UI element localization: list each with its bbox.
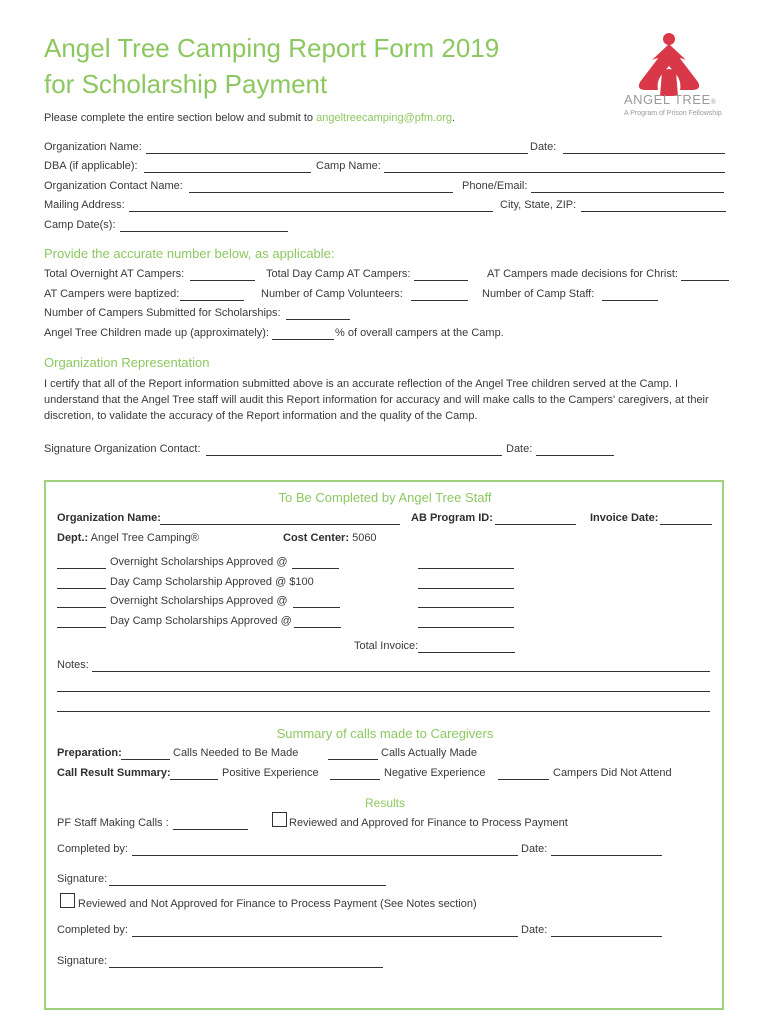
contact-name-field[interactable] [189, 192, 453, 193]
scholarship-rate-3[interactable] [293, 607, 340, 608]
percent-suffix: % of overall campers at the Camp. [335, 327, 504, 339]
calls-made-label: Calls Actually Made [381, 747, 477, 759]
city-state-zip-label: City, State, ZIP: [500, 199, 577, 211]
children-percent-label: Angel Tree Children made up (approximately): [44, 327, 270, 339]
city-state-zip-field[interactable] [581, 211, 726, 212]
scholarship-count-3[interactable] [57, 607, 106, 608]
completed-date-label: Date: [521, 843, 548, 855]
not-approved-checkbox[interactable] [60, 893, 75, 908]
call-result-label: Call Result Summary: [57, 767, 171, 779]
preparation-label: Preparation: [57, 747, 122, 759]
signature-2-field[interactable] [109, 967, 383, 968]
notes-line-1[interactable] [92, 671, 710, 672]
scholarship-amount-2[interactable] [418, 588, 514, 589]
org-name-field[interactable] [146, 153, 528, 154]
mailing-address-label: Mailing Address: [44, 199, 125, 211]
signature-2-label: Signature: [57, 955, 108, 967]
completed-by-2-label: Completed by: [57, 924, 128, 936]
approved-label: Reviewed and Approved for Finance to Process Payment [289, 817, 568, 829]
ab-program-label: AB Program ID: [411, 512, 493, 524]
phone-email-field[interactable] [531, 192, 724, 193]
staff-org-name-label: Organization Name: [57, 512, 161, 524]
camp-dates-field[interactable] [120, 231, 288, 232]
signature-field[interactable] [109, 885, 386, 886]
scholarship-count-1[interactable] [57, 568, 106, 569]
date-field[interactable] [563, 153, 725, 154]
certification-text: I certify that all of the Report information submitted above is an accurate reflection of the Angel Tree children served at the Camp. I understand that the Angel Tree staff will audit this Report information for accuracy and will make calls to the Campers' caregivers, at their discretion, to validate the accuracy of the Report information and the quality of the Camp. [44, 378, 709, 422]
negative-label: Negative Experience [384, 767, 486, 779]
scholarship-rate-4[interactable] [294, 627, 341, 628]
logo-subtitle: A Program of Prison Fellowship [624, 110, 722, 117]
overnight-campers-label: Total Overnight AT Campers: [44, 268, 185, 280]
total-invoice-label: Total Invoice: [354, 640, 419, 652]
dba-field[interactable] [144, 172, 311, 173]
logo-name: ANGEL TREE [624, 92, 711, 107]
dba-label: DBA (if applicable): [44, 160, 138, 172]
completed-date-2-label: Date: [521, 924, 548, 936]
scholarship-row-1-label: Overnight Scholarships Approved @ [110, 556, 288, 568]
logo-registered: ® [710, 99, 717, 106]
ab-program-field[interactable] [495, 524, 576, 525]
scholarship-count-2[interactable] [57, 588, 106, 589]
scholarship-amount-3[interactable] [418, 607, 514, 608]
phone-email-label: Phone/Email: [462, 180, 528, 192]
scholarship-count-4[interactable] [57, 627, 106, 628]
camp-name-label: Camp Name: [316, 160, 381, 172]
calls-heading: Summary of calls made to Caregivers [276, 726, 494, 741]
pf-staff-label: PF Staff Making Calls : [57, 817, 169, 829]
baptized-field[interactable] [180, 300, 244, 301]
decisions-field[interactable] [681, 280, 729, 281]
completed-by-2-field[interactable] [132, 936, 518, 937]
camp-name-field[interactable] [384, 172, 725, 173]
submit-email-link[interactable]: angeltreecamping@pfm.org [316, 112, 453, 124]
calls-needed-label: Calls Needed to Be Made [173, 747, 299, 759]
title-line-1: Angel Tree Camping Report Form 2019 [44, 33, 500, 63]
total-invoice-field[interactable] [418, 652, 515, 653]
scholarship-count-field[interactable] [286, 319, 350, 320]
completed-date-field[interactable] [551, 855, 662, 856]
cost-center-row [283, 532, 377, 544]
negative-field[interactable] [330, 779, 380, 780]
positive-label: Positive Experience [222, 767, 319, 779]
staff-count-field[interactable] [602, 300, 658, 301]
results-heading: Results [364, 796, 405, 810]
invoice-date-field[interactable] [660, 524, 712, 525]
staff-heading: To Be Completed by Angel Tree Staff [278, 490, 492, 505]
scholarship-rate-1[interactable] [292, 568, 339, 569]
overnight-campers-field[interactable] [190, 280, 255, 281]
mailing-address-field[interactable] [129, 211, 493, 212]
pf-staff-field[interactable] [173, 829, 248, 830]
angel-tree-icon [612, 30, 727, 100]
staff-org-name-field[interactable] [160, 524, 400, 525]
notes-label: Notes: [57, 659, 89, 671]
instructions [44, 112, 455, 124]
scholarship-amount-1[interactable] [418, 568, 514, 569]
representation-heading: Organization Representation [44, 355, 210, 370]
scholarship-amount-4[interactable] [418, 627, 514, 628]
instruction-suffix: . [452, 112, 456, 124]
notes-line-3[interactable] [57, 711, 710, 712]
scholarship-count-label: Number of Campers Submitted for Scholarships: [44, 307, 281, 319]
not-attend-label: Campers Did Not Attend [553, 767, 672, 779]
volunteers-label: Number of Camp Volunteers: [261, 288, 403, 300]
date-label: Date: [530, 141, 557, 153]
signature-contact-field[interactable] [206, 455, 502, 456]
camp-dates-label: Camp Date(s): [44, 219, 116, 231]
positive-field[interactable] [170, 779, 218, 780]
contact-name-label: Organization Contact Name: [44, 180, 183, 192]
title-line-2: for Scholarship Payment [44, 69, 328, 99]
children-percent-field[interactable] [272, 339, 334, 340]
signature-label: Signature: [57, 873, 108, 885]
calls-needed-field[interactable] [121, 759, 170, 760]
dept-row [57, 532, 199, 544]
scholarship-row-4-label: Day Camp Scholarships Approved @ [110, 615, 292, 627]
dept-label: Dept.: [57, 532, 89, 544]
staff-count-label: Number of Camp Staff: [482, 288, 595, 300]
page-title [44, 30, 499, 102]
dept-value: Angel Tree Camping® [90, 532, 200, 544]
instruction-text: Please complete the entire section below and submit to [44, 112, 317, 124]
scholarship-row-2-label: Day Camp Scholarship Approved @ $100 [110, 576, 314, 588]
completed-date-2-field[interactable] [551, 936, 662, 937]
completed-by-label: Completed by: [57, 843, 128, 855]
signature-date-field[interactable] [536, 455, 614, 456]
invoice-date-label: Invoice Date: [590, 512, 659, 524]
volunteers-field[interactable] [411, 300, 468, 301]
signature-contact-label: Signature Organization Contact: [44, 443, 201, 455]
day-campers-label: Total Day Camp AT Campers: [266, 268, 411, 280]
cost-center-label: Cost Center: [283, 532, 350, 544]
not-attend-field[interactable] [498, 779, 549, 780]
approved-checkbox[interactable] [272, 812, 287, 827]
scholarship-row-3-label: Overnight Scholarships Approved @ [110, 595, 288, 607]
decisions-label: AT Campers made decisions for Christ: [487, 268, 678, 280]
signature-date-label: Date: [506, 443, 533, 455]
day-campers-field[interactable] [414, 280, 468, 281]
baptized-label: AT Campers were baptized: [44, 288, 180, 300]
cost-center-value: 5060 [352, 532, 377, 544]
numbers-heading: Provide the accurate number below, as applicable: [44, 246, 335, 261]
notes-line-2[interactable] [57, 691, 710, 692]
not-approved-label: Reviewed and Not Approved for Finance to Process Payment (See Notes section) [78, 898, 477, 910]
completed-by-field[interactable] [132, 855, 518, 856]
calls-made-field[interactable] [328, 759, 378, 760]
angel-tree-logo [612, 30, 727, 130]
org-name-label: Organization Name: [44, 141, 142, 153]
